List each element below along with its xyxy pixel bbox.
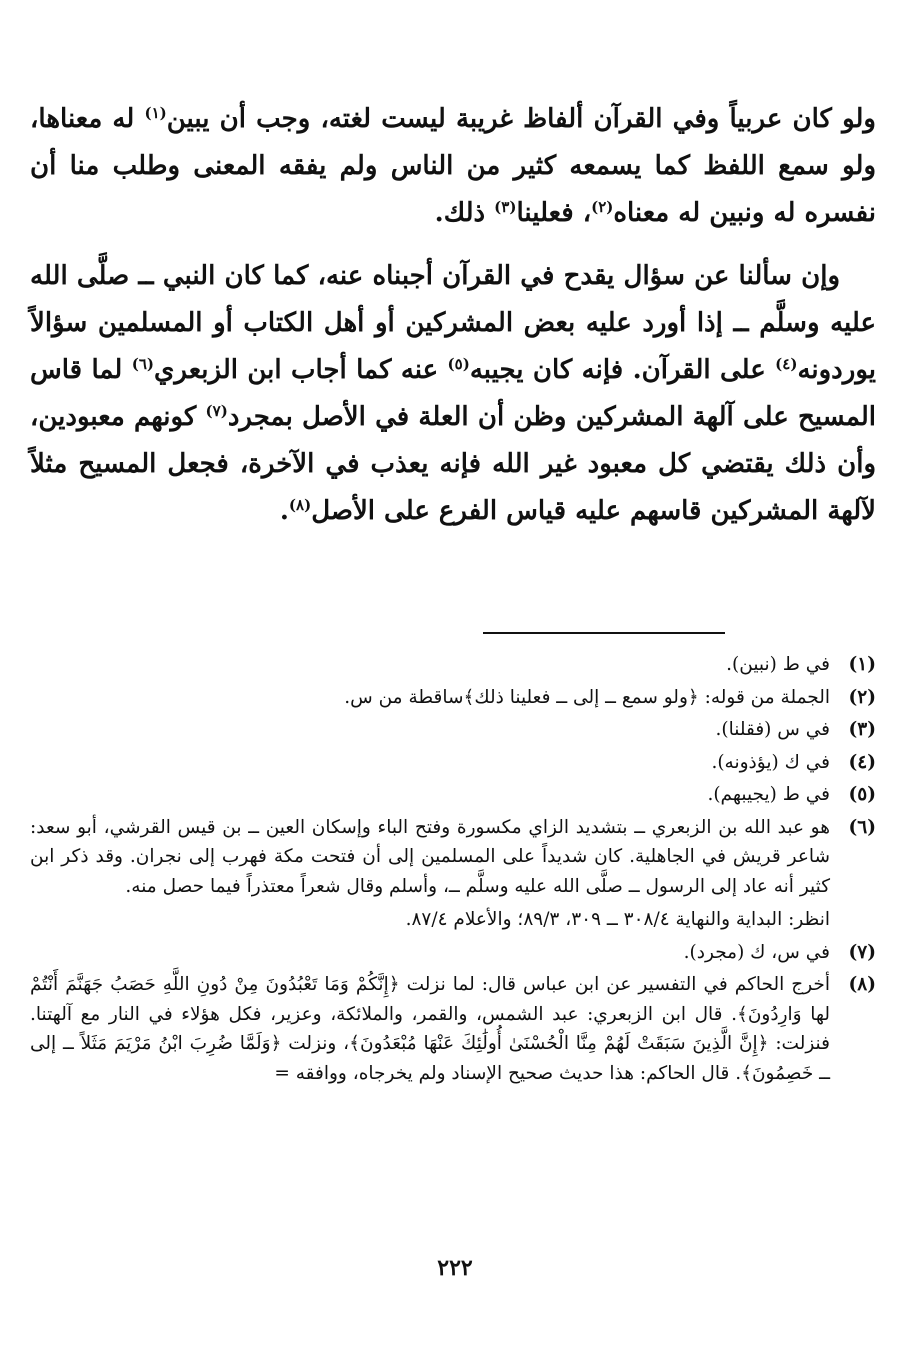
footnote-number: (٤) (848, 751, 876, 773)
footnote (30, 683, 876, 713)
footnote-number: (٦) (848, 816, 876, 838)
footnote-text: في ط (نبين). (726, 654, 830, 675)
footnote-text: في س (فقلنا). (715, 719, 830, 740)
footnote-text: في س، ك (مجرد). (683, 941, 830, 963)
paragraph-text: وإن سألنا عن سؤال يقدح في القرآن أجبناه عنه، كما كان النبي ــ صلَّى الله عليه وسلَّم ــ إذا أورد عليه بعض المشركين أو أهل الكتاب أو المسلمين سؤالاً يوردونه (30, 261, 876, 385)
paragraph (30, 253, 876, 535)
footnote-reference[interactable]: (٥) (447, 355, 470, 373)
footnote-reference[interactable]: (٦) (131, 355, 155, 373)
footnote-number: (١) (848, 654, 876, 675)
main-text (30, 96, 876, 551)
paragraph-text: ولو كان عربياً وفي القرآن ألفاظ غريبة ليست لغته، وجب أن يبين (166, 104, 876, 134)
footnote-body (30, 715, 830, 745)
footnote-number: (٥) (848, 784, 876, 805)
paragraph-text: على القرآن. فإنه كان يجيبه (469, 355, 776, 385)
footnote-text: الجملة من قوله: ﴿ولو سمع ــ إلى ــ فعلينا ذلك﴾ساقطة من س. (344, 686, 830, 708)
footnote-reference[interactable]: (٤) (775, 355, 798, 373)
paragraph-text: له معناها، ولو سمع اللفظ كما يسمعه كثير من الناس ولم يفقه المعنى وطلب منا أن نفسره له ونبين له معناه (30, 104, 876, 228)
paragraph-text: ، فعلينا (516, 198, 592, 228)
paragraph-text: ذلك. (434, 198, 495, 228)
footnote-reference[interactable]: (٢) (591, 198, 614, 216)
footnote-text: في ط (يجيبهم). (707, 784, 830, 805)
footnote-number: (٣) (848, 719, 876, 740)
paragraph-text: . (279, 496, 289, 526)
footnote-reference[interactable]: (٣) (494, 198, 517, 216)
footnote-number: (٨) (848, 974, 876, 995)
paragraph-text: عنه كما أجاب ابن الزبعري (154, 355, 448, 385)
footnote-text: أخرج الحاكم في التفسير عن ابن عباس قال: لما نزلت ﴿إِنَّكُمْ وَمَا تَعْبُدُونَ مِنْ دُونِ اللَّهِ حَصَبُ جَهَنَّمَ أَنْتُمْ لها وَارِدُونَ﴾. قال ابن الزبعري: عبد الشمس، والقمر، والملائكة، وعزير، فكل هؤلاء في النار مع آلهتنا. فنزلت: ﴿إِنَّ الَّذِينَ سَبَقَتْ لَهُمْ مِنَّا الْحُسْنَىٰ أُولَٰئِكَ عَنْهَا مُبْعَدُونَ﴾، ونزلت ﴿وَلَمَّا ضُرِبَ ابْنُ مَرْيَمَ مَثَلاً ــ إلى ــ خَصِمُونَ﴾. قال الحاكم: هذا حديث صحيح الإسناد ولم يخرجاه، ووافقه = (30, 974, 830, 1084)
footnote (30, 650, 876, 680)
page-number: ٢٢٢ (437, 1255, 473, 1281)
footnote-reference-list: انظر: البداية والنهاية ٣٠٨/٤ ــ ٣٠٩، ٨٩/٣؛ والأعلام ٨٧/٤. (405, 909, 830, 930)
footnote (30, 938, 876, 968)
footnote (30, 970, 876, 1088)
footnote-body (30, 780, 830, 810)
footnote (30, 813, 876, 935)
footnote (30, 748, 876, 778)
footnote-number: (٢) (848, 686, 876, 708)
footnote-text: في ك (يؤذونه). (711, 751, 830, 773)
footnote-separator (483, 632, 725, 634)
paragraph-text: لما قاس المسيح على آلهة المشركين وظن أن العلة في الأصل بمجرد (30, 355, 876, 432)
paragraph-text: كونهم معبودين، وأن ذلك يقتضي كل معبود غير الله فإنه يعذب في الآخرة، فجعل المسيح مثلاً لآلهة المشركين قاسهم عليه قياس الفرع على الأصل (30, 402, 876, 526)
footnote-number: (٧) (848, 941, 876, 963)
paragraph (30, 96, 876, 237)
footnote-body (30, 813, 830, 935)
footnote-body (30, 938, 830, 968)
footnote-body (30, 748, 830, 778)
footnotes (30, 650, 876, 1091)
footnote (30, 780, 876, 810)
footnote (30, 715, 876, 745)
footnote-reference[interactable]: (١) (144, 104, 167, 122)
footnote-text: هو عبد الله بن الزبعري ــ بتشديد الزاي مكسورة وفتح الباء وإسكان العين ــ بن قيس القرشي، أبو سعد: شاعر قريش في الجاهلية. كان شديداً على المسلمين إلى أن فتحت مكة فهرب إلى نجران. وقد ذكر ابن كثير أنه عاد إلى الرسول ــ صلَّى الله عليه وسلَّم ــ، وأسلم وقال شعراً معتذراً فيما حصل منه. (30, 816, 830, 897)
footnote-body (30, 683, 830, 713)
footnote-body (30, 970, 830, 1088)
footnote-reference[interactable]: (٧) (205, 402, 228, 420)
footnote-body (30, 650, 830, 680)
footnote-reference[interactable]: (٨) (288, 496, 312, 514)
